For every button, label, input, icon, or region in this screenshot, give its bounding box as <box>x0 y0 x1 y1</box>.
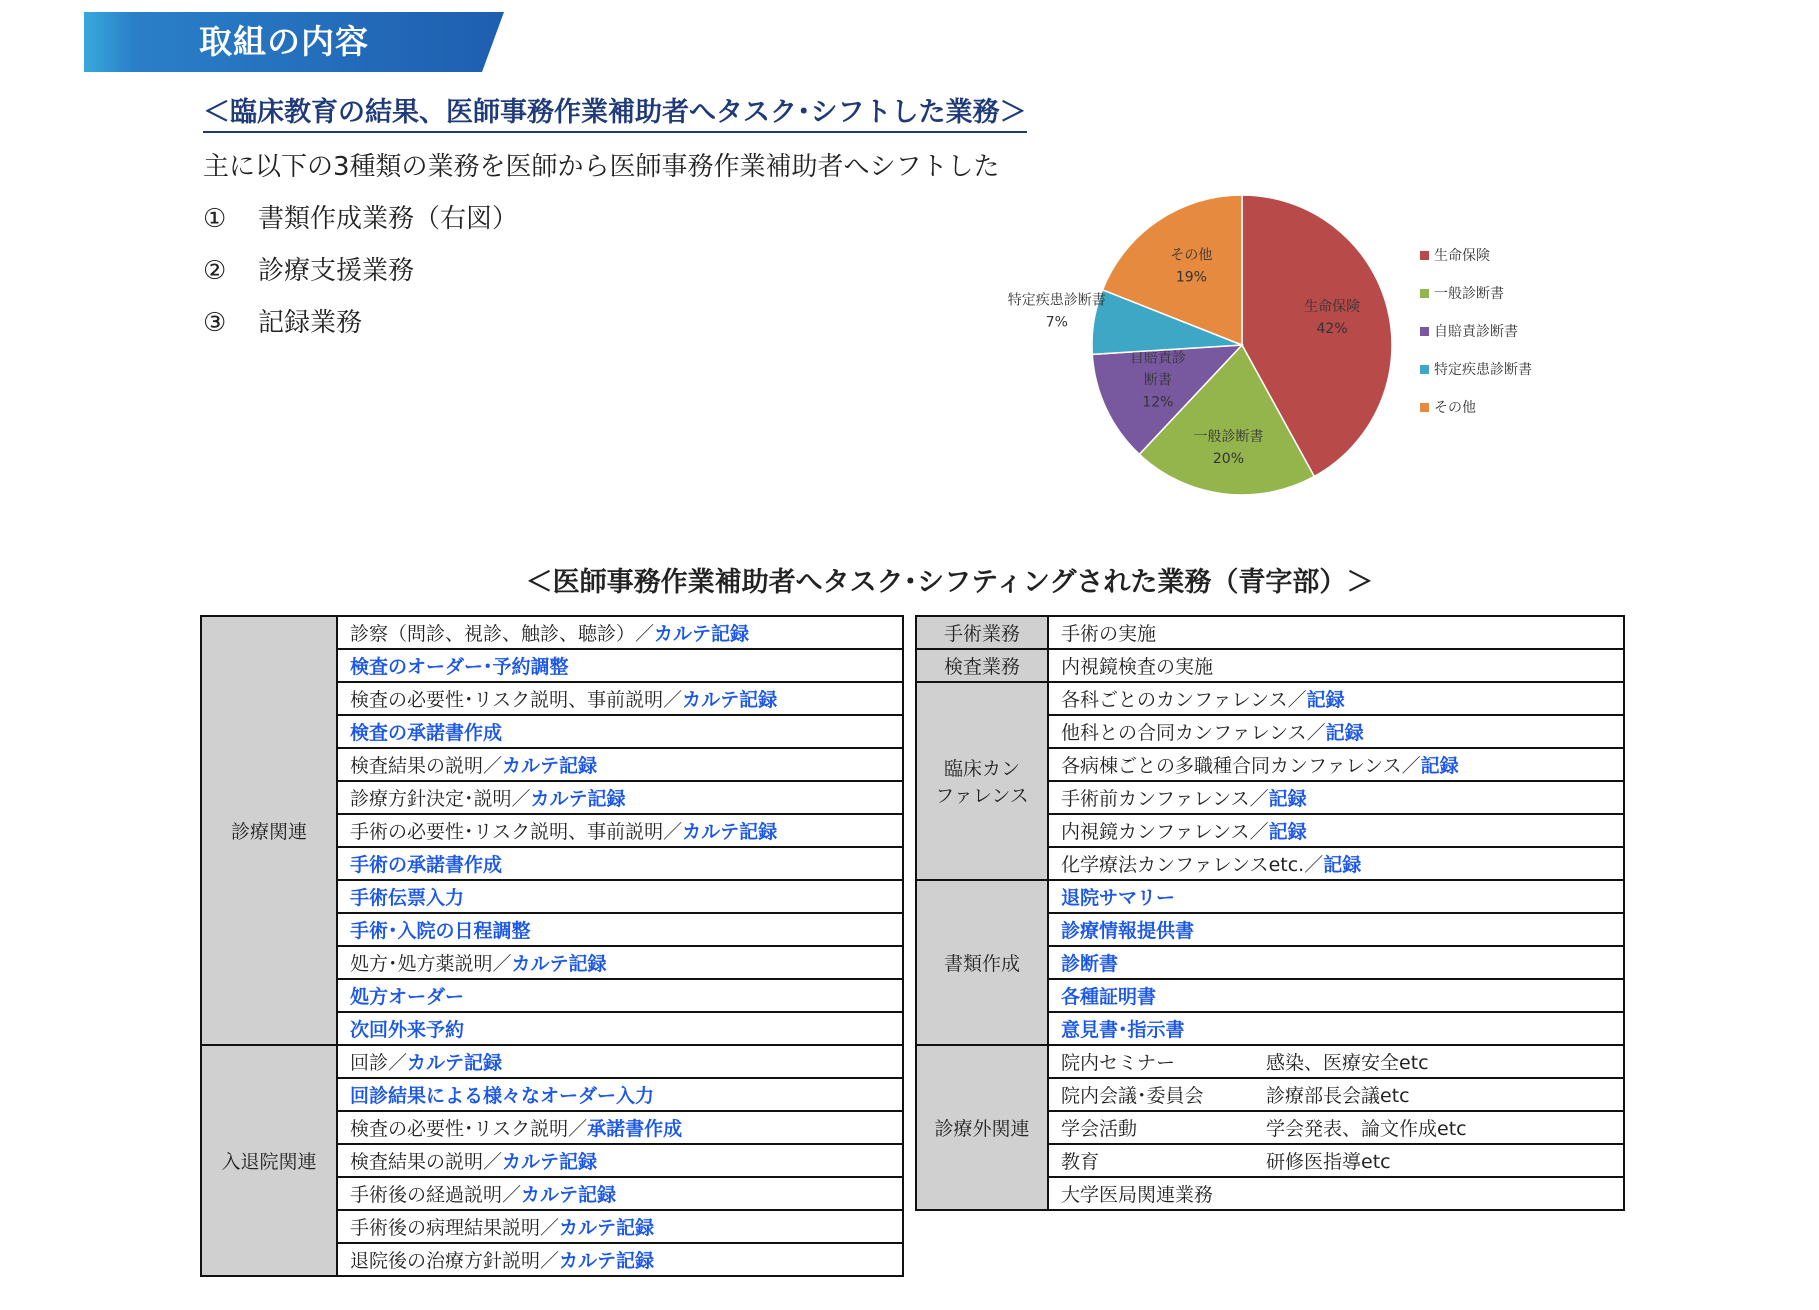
shifted-task-text: 承諾書作成 <box>587 1118 683 1140</box>
list-item <box>203 202 518 254</box>
category-label: 診療関連 <box>230 821 307 843</box>
item-label: 書類作成業務（右図） <box>258 204 519 234</box>
shifted-task-text: 回診結果による様々なオーダー入力 <box>350 1085 655 1107</box>
shifted-task-text: カルテ記録 <box>559 1217 655 1239</box>
task-cell <box>337 913 903 946</box>
task-cell <box>337 1012 903 1045</box>
legend-label: 自賠責診断書 <box>1434 324 1518 340</box>
legend-label: 一般診断書 <box>1434 286 1504 302</box>
task-cell <box>1048 781 1624 814</box>
page-title: 取組の内容 <box>199 22 369 61</box>
task-text: 手術後の経過説明／ <box>350 1184 522 1206</box>
slice-name-label: その他 <box>1170 247 1213 264</box>
task-cell <box>337 649 903 682</box>
list-item <box>203 254 518 306</box>
task-text: 大学医局関連業務 <box>1061 1184 1214 1206</box>
task-text: 検査の必要性･リスク説明／ <box>350 1118 588 1140</box>
shifted-task-text: 検査の承諾書作成 <box>350 722 503 744</box>
task-text: 手術後の病理結果説明／ <box>350 1217 560 1239</box>
task-cell <box>1048 913 1624 946</box>
legend-swatch <box>1420 327 1429 336</box>
task-text: 検査結果の説明／ <box>350 755 503 777</box>
slice-name-label: 生命保険 <box>1304 298 1361 315</box>
task-cell <box>337 847 903 880</box>
category-label: ファレンス <box>935 785 1029 807</box>
legend-label: その他 <box>1434 400 1476 416</box>
category-cell <box>916 1045 1048 1210</box>
task-cell <box>1048 616 1624 649</box>
task-cell <box>337 979 903 1012</box>
task-text: 学会発表、論文作成etc <box>1266 1118 1467 1140</box>
table-row <box>916 616 1624 649</box>
task-cell <box>1048 880 1624 913</box>
section-subtitle: ＜臨床教育の結果、医師事務作業補助者へタスク･シフトした業務＞ <box>203 96 1027 133</box>
task-cell <box>337 880 903 913</box>
shifted-task-text: 記録 <box>1268 821 1307 843</box>
task-cell <box>337 1111 903 1144</box>
task-cell <box>1048 1111 1624 1144</box>
category-label: 手術業務 <box>943 623 1020 645</box>
category-cell <box>201 616 337 1045</box>
task-cell <box>337 1177 903 1210</box>
table-row <box>916 682 1624 715</box>
shifted-task-text: 意見書･指示書 <box>1061 1019 1185 1041</box>
task-text: 診察（問診、視診、触診、聴診）／ <box>350 623 655 645</box>
slice-name-label: 断書 <box>1143 372 1172 389</box>
task-text: 回診／ <box>350 1052 408 1074</box>
legend-label: 生命保険 <box>1434 248 1490 264</box>
shifted-task-text: カルテ記録 <box>530 788 626 810</box>
task-cell <box>337 715 903 748</box>
shifted-task-text: 手術･入院の日程調整 <box>350 920 531 942</box>
section-banner <box>84 12 504 72</box>
legend-swatch <box>1420 403 1429 412</box>
shifted-task-text: カルテ記録 <box>654 623 750 645</box>
slice-percent-label: 7% <box>1045 314 1068 331</box>
shifted-task-text: カルテ記録 <box>682 689 778 711</box>
legend-swatch <box>1420 251 1429 260</box>
task-text: 手術前カンファレンス／ <box>1061 788 1269 810</box>
shifted-task-text: 診療情報提供書 <box>1061 920 1195 942</box>
task-cell <box>337 1243 903 1276</box>
task-text: 診療方針決定･説明／ <box>350 788 531 810</box>
task-text: 診療部長会議etc <box>1266 1085 1410 1107</box>
task-cell <box>1048 814 1624 847</box>
task-text: 手術の実施 <box>1061 623 1157 645</box>
item-label: 診療支援業務 <box>258 256 415 286</box>
item-number: ① <box>203 204 227 234</box>
task-cell <box>337 682 903 715</box>
category-label: 書類作成 <box>943 953 1020 975</box>
slice-name-label: 一般診断書 <box>1193 429 1264 446</box>
table-row <box>916 880 1624 913</box>
item-list <box>203 202 518 358</box>
table-row <box>201 1045 903 1078</box>
task-text: 教育 <box>1061 1151 1100 1173</box>
task-text: 感染、医療安全etc <box>1266 1052 1429 1074</box>
task-cell <box>337 616 903 649</box>
shifted-task-text: 手術の承諾書作成 <box>350 854 503 876</box>
shifted-task-text: カルテ記録 <box>407 1052 503 1074</box>
task-cell <box>337 1078 903 1111</box>
slice-percent-label: 12% <box>1142 394 1174 411</box>
category-label: 診療外関連 <box>934 1118 1030 1140</box>
legend-swatch <box>1420 365 1429 374</box>
task-cell <box>1048 715 1624 748</box>
intro-text: 主に以下の3種類の業務を医師から医師事務作業補助者へシフトした <box>203 152 1000 182</box>
item-label: 記録業務 <box>258 308 363 338</box>
item-number: ③ <box>203 308 227 338</box>
task-cell <box>337 1210 903 1243</box>
shifted-task-text: 手術伝票入力 <box>350 887 465 909</box>
shifted-task-text: 次回外来予約 <box>350 1019 465 1041</box>
table-row <box>916 649 1624 682</box>
slice-name-label: 自賠責診 <box>1129 350 1186 367</box>
shifted-task-text: 記録 <box>1420 755 1459 777</box>
task-cell <box>337 1144 903 1177</box>
task-text: 化学療法カンファレンスetc.／ <box>1061 854 1324 876</box>
task-cell <box>1048 682 1624 715</box>
category-cell <box>916 682 1048 880</box>
task-cell <box>1048 1045 1624 1078</box>
document-type-pie-chart <box>1000 180 1600 520</box>
category-cell <box>916 649 1048 682</box>
shifted-task-text: 記録 <box>1306 689 1345 711</box>
task-text: 内視鏡検査の実施 <box>1061 656 1214 678</box>
shifted-task-text: カルテ記録 <box>502 1151 598 1173</box>
shifted-task-text: 記録 <box>1323 854 1362 876</box>
slice-percent-label: 20% <box>1212 451 1245 468</box>
task-text: 各病棟ごとの多職種合同カンファレンス／ <box>1061 755 1421 777</box>
slice-percent-label: 19% <box>1175 269 1207 286</box>
task-cell <box>1048 847 1624 880</box>
task-text: 院内会議･委員会 <box>1061 1085 1204 1107</box>
task-text: 内視鏡カンファレンス／ <box>1061 821 1269 843</box>
task-text: 検査の必要性･リスク説明、事前説明／ <box>350 689 683 711</box>
shifted-task-text: カルテ記録 <box>559 1250 655 1272</box>
task-cell <box>1048 1012 1624 1045</box>
task-text: 学会活動 <box>1061 1118 1138 1140</box>
shifted-task-text: 診断書 <box>1061 953 1119 975</box>
task-cell <box>337 748 903 781</box>
pie-svg <box>1000 180 1600 520</box>
task-cell <box>337 946 903 979</box>
legend-swatch <box>1420 289 1429 298</box>
task-text: 研修医指導etc <box>1266 1151 1391 1173</box>
task-cell <box>337 814 903 847</box>
item-number: ② <box>203 256 227 286</box>
category-cell <box>201 1045 337 1276</box>
task-text: 処方･処方薬説明／ <box>350 953 512 975</box>
task-cell <box>1048 649 1624 682</box>
legend-label: 特定疾患診断書 <box>1434 362 1532 378</box>
right-task-table <box>915 615 1625 1211</box>
table-row <box>916 1045 1624 1078</box>
table-title: ＜医師事務作業補助者へタスク･シフティングされた業務（青字部）＞ <box>525 567 1374 598</box>
task-text: 院内セミナー <box>1061 1052 1176 1074</box>
shifted-task-text: カルテ記録 <box>511 953 607 975</box>
task-cell <box>1048 946 1624 979</box>
task-cell <box>1048 1177 1624 1210</box>
shifted-task-text: 退院サマリー <box>1061 887 1176 909</box>
task-cell <box>1048 1144 1624 1177</box>
table-row <box>201 616 903 649</box>
task-text: 各科ごとのカンファレンス／ <box>1061 689 1307 711</box>
shifted-task-text: 記録 <box>1325 722 1364 744</box>
shifted-task-text: 記録 <box>1268 788 1307 810</box>
list-item <box>203 306 518 358</box>
task-text: 他科との合同カンファレンス／ <box>1061 722 1326 744</box>
category-cell <box>916 880 1048 1045</box>
category-label: 臨床カン <box>943 758 1020 780</box>
task-cell <box>337 781 903 814</box>
task-cell <box>1048 1078 1624 1111</box>
slice-name-label: 特定疾患診断書 <box>1007 292 1106 309</box>
shifted-task-text: カルテ記録 <box>682 821 778 843</box>
shifted-task-text: 検査のオーダー･予約調整 <box>350 656 569 678</box>
task-cell <box>337 1045 903 1078</box>
category-cell <box>916 616 1048 649</box>
shifted-task-text: カルテ記録 <box>502 755 598 777</box>
task-text: 検査結果の説明／ <box>350 1151 503 1173</box>
shifted-task-text: 処方オーダー <box>350 986 465 1008</box>
task-cell <box>1048 979 1624 1012</box>
shifted-task-text: カルテ記録 <box>521 1184 617 1206</box>
task-cell <box>1048 748 1624 781</box>
task-text: 手術の必要性･リスク説明、事前説明／ <box>350 821 683 843</box>
slice-percent-label: 42% <box>1316 320 1348 337</box>
shifted-task-text: 各種証明書 <box>1061 986 1157 1008</box>
task-text: 退院後の治療方針説明／ <box>350 1250 560 1272</box>
category-label: 入退院関連 <box>221 1151 317 1173</box>
left-task-table <box>200 615 904 1277</box>
category-label: 検査業務 <box>943 656 1020 678</box>
